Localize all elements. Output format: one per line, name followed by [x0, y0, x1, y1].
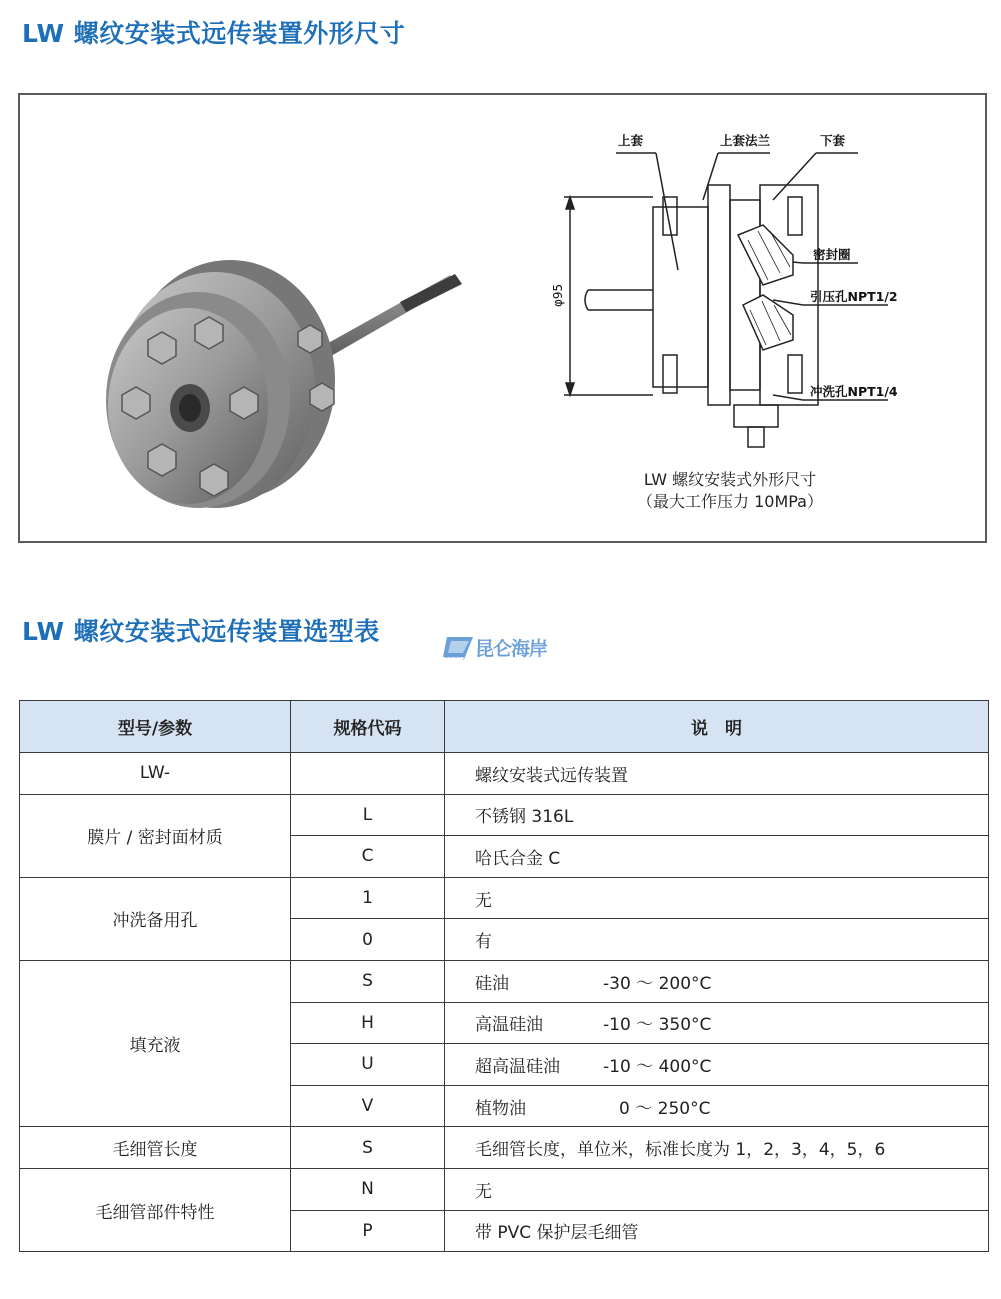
- fill-code: H: [291, 1002, 445, 1044]
- header-code: 规格代码: [291, 701, 445, 753]
- fill-name: 植物油: [475, 1098, 526, 1119]
- fill-temp: -10 ～ 350°C: [603, 1015, 712, 1036]
- flush-param: 冲洗备用孔: [20, 877, 291, 960]
- label-upper-flange: 上套法兰: [720, 133, 771, 148]
- flush-desc: 有: [445, 919, 989, 961]
- model-code: [291, 753, 445, 795]
- diaphragm-desc: 不锈钢 316L: [445, 794, 989, 836]
- fill-name: 高温硅油: [475, 1015, 543, 1036]
- fill-param: 填充液: [20, 960, 291, 1126]
- table-row: [20, 794, 989, 836]
- fill-desc: [445, 1002, 989, 1044]
- table-header-row: [20, 701, 989, 753]
- fill-desc: [445, 1085, 989, 1127]
- fill-temp: -10 ～ 400°C: [603, 1056, 712, 1077]
- fill-code: S: [291, 960, 445, 1002]
- capillary-length-code: S: [291, 1127, 445, 1169]
- label-lower-sleeve: 下套: [820, 133, 846, 148]
- flush-code: 0: [291, 919, 445, 961]
- fill-temp: 0 ～ 250°C: [619, 1098, 711, 1119]
- brand-sub: Coldtig: [444, 653, 466, 660]
- capillary-parts-desc: 无: [445, 1168, 989, 1210]
- model-param: LW-: [20, 753, 291, 795]
- capillary-length-desc: 毛细管长度，单位米，标准长度为 1，2，3，4，5，6: [445, 1127, 989, 1169]
- capillary-parts-code: P: [291, 1210, 445, 1252]
- diaphragm-code: C: [291, 836, 445, 878]
- label-diameter: φ95: [551, 283, 565, 307]
- table-row: [20, 960, 989, 1002]
- caption-line-1: LW 螺纹安装式外形尺寸: [643, 470, 817, 489]
- brand-name: 昆仑海岸: [475, 638, 548, 660]
- table-row: [20, 1127, 989, 1169]
- table-row: [20, 753, 989, 795]
- selection-table: [19, 700, 989, 1252]
- table-row: [20, 1168, 989, 1210]
- fill-code: U: [291, 1044, 445, 1086]
- table-row: [20, 877, 989, 919]
- fill-temp: -30 ～ 200°C: [603, 973, 712, 994]
- header-desc: 说 明: [445, 701, 989, 753]
- diaphragm-desc: 哈氏合金 C: [445, 836, 989, 878]
- flush-code: 1: [291, 877, 445, 919]
- dimension-figure: [18, 93, 987, 543]
- caption-line-2: （最大工作压力 10MPa）: [637, 492, 823, 511]
- capillary-length-param: 毛细管长度: [20, 1127, 291, 1169]
- capillary-parts-code: N: [291, 1168, 445, 1210]
- model-desc: 螺纹安装式远传装置: [445, 753, 989, 795]
- label-upper-sleeve: 上套: [618, 133, 644, 148]
- fill-name: 硅油: [475, 973, 509, 994]
- product-photo: [100, 180, 470, 540]
- capillary-parts-desc: 带 PVC 保护层毛细管: [445, 1210, 989, 1252]
- page-title: LW 螺纹安装式远传装置外形尺寸: [22, 19, 406, 48]
- flush-desc: 无: [445, 877, 989, 919]
- fill-code: V: [291, 1085, 445, 1127]
- label-pressure-port: 引压孔NPT1/2: [810, 289, 898, 304]
- diaphragm-param: 膜片 / 密封面材质: [20, 794, 291, 877]
- fill-desc: [445, 960, 989, 1002]
- fill-name: 超高温硅油: [475, 1056, 560, 1077]
- capillary-parts-param: 毛细管部件特性: [20, 1168, 291, 1251]
- figure-caption: [580, 469, 880, 513]
- diaphragm-code: L: [291, 794, 445, 836]
- section-title: LW 螺纹安装式远传装置选型表: [22, 617, 380, 646]
- header-param: 型号/参数: [20, 701, 291, 753]
- label-seal-ring: 密封圈: [813, 247, 851, 262]
- fill-desc: [445, 1044, 989, 1086]
- label-flush-port: 冲洗孔NPT1/4: [810, 384, 898, 399]
